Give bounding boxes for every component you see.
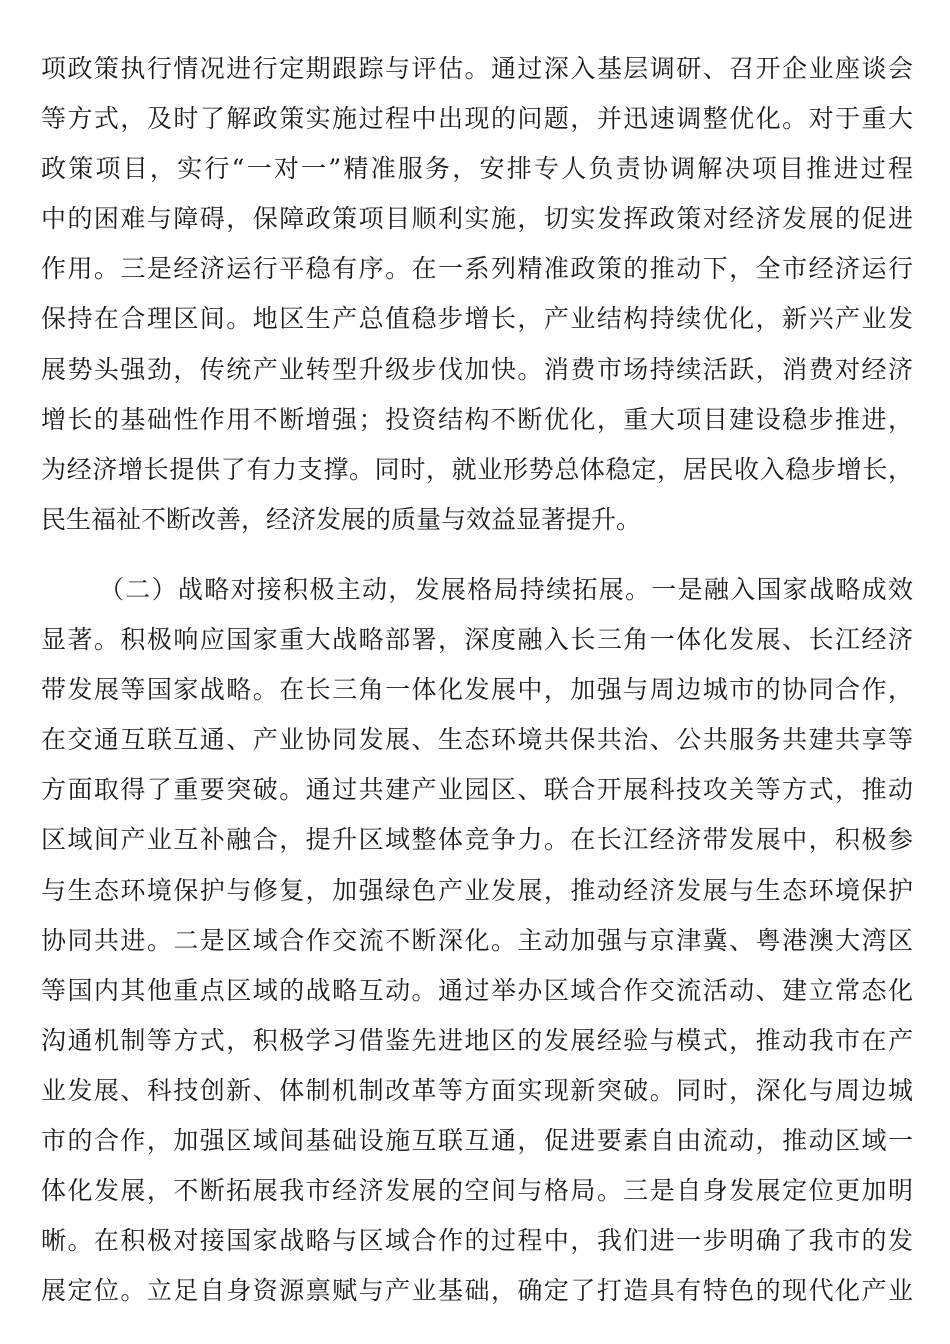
text-line: 晰。在积极对接国家战略与区域合作的过程中，我们进一步明确了我市的发	[41, 1226, 913, 1256]
text-line: 方面取得了重要突破。通过共建产业园区、联合开展科技攻关等方式，推动	[41, 775, 913, 805]
text-line: 在交通互联互通、产业协同发展、生态环境共保共治、公共服务共建共享等	[41, 725, 913, 755]
text-line: 增长的基础性作用不断增强；投资结构不断优化，重大项目建设稳步推进，	[41, 404, 913, 434]
text-line: 区域间产业互补融合，提升区域整体竞争力。在长江经济带发展中，积极参	[41, 825, 913, 855]
text-line: 等方式，及时了解政策实施过程中出现的问题，并迅速调整优化。对于重大	[41, 104, 913, 134]
text-line: 保持在合理区间。地区生产总值稳步增长，产业结构持续优化，新兴产业发	[41, 304, 913, 334]
text-line: 与生态环境保护与修复，加强绿色产业发展，推动经济发展与生态环境保护	[41, 875, 913, 905]
text-line: 展势头强劲，传统产业转型升级步伐加快。消费市场持续活跃，消费对经济	[41, 354, 913, 384]
text-line: 政策项目，实行“一对一”精准服务，安排专人负责协调解决项目推进过程	[41, 154, 913, 184]
text-line: 项政策执行情况进行定期跟踪与评估。通过深入基层调研、召开企业座谈会	[41, 54, 913, 83]
text-line: 作用。三是经济运行平稳有序。在一系列精准政策的推动下，全市经济运行	[41, 254, 913, 284]
text-line: 民生福祉不断改善，经济发展的质量与效益显著提升。	[41, 504, 642, 534]
text-line: 体化发展，不断拓展我市经济发展的空间与格局。三是自身发展定位更加明	[41, 1176, 913, 1206]
text-line: 协同共进。二是区域合作交流不断深化。主动加强与京津冀、粤港澳大湾区	[41, 925, 913, 955]
text-line: 显著。积极响应国家重大战略部署，深度融入长三角一体化发展、长江经济	[41, 625, 913, 655]
text-line: 市的合作，加强区域间基础设施互联互通，促进要素自由流动，推动区域一	[41, 1126, 913, 1156]
text-line: 带发展等国家战略。在长三角一体化发展中，加强与周边城市的协同合作，	[41, 675, 913, 705]
text-line: 中的困难与障碍，保障政策项目顺利实施，切实发挥政策对经济发展的促进	[41, 204, 913, 234]
text-line: 为经济增长提供了有力支撑。同时，就业形势总体稳定，居民收入稳步增长，	[41, 454, 913, 484]
text-line: 沟通机制等方式，积极学习借鉴先进地区的发展经验与模式，推动我市在产	[41, 1025, 913, 1055]
text-line: 业发展、科技创新、体制机制改革等方面实现新突破。同时，深化与周边城	[41, 1075, 913, 1105]
text-line: 展定位。立足自身资源禀赋与产业基础，确定了打造具有特色的现代化产业	[41, 1276, 913, 1306]
section-heading-line: （二）战略对接积极主动，发展格局持续拓展。一是融入国家战略成效	[99, 575, 913, 604]
paragraph-policy-and-economy	[41, 44, 913, 545]
paragraph-strategic-docking	[41, 565, 913, 1316]
text-line: 等国内其他重点区域的战略互动。通过举办区域合作交流活动、建立常态化	[41, 975, 913, 1005]
